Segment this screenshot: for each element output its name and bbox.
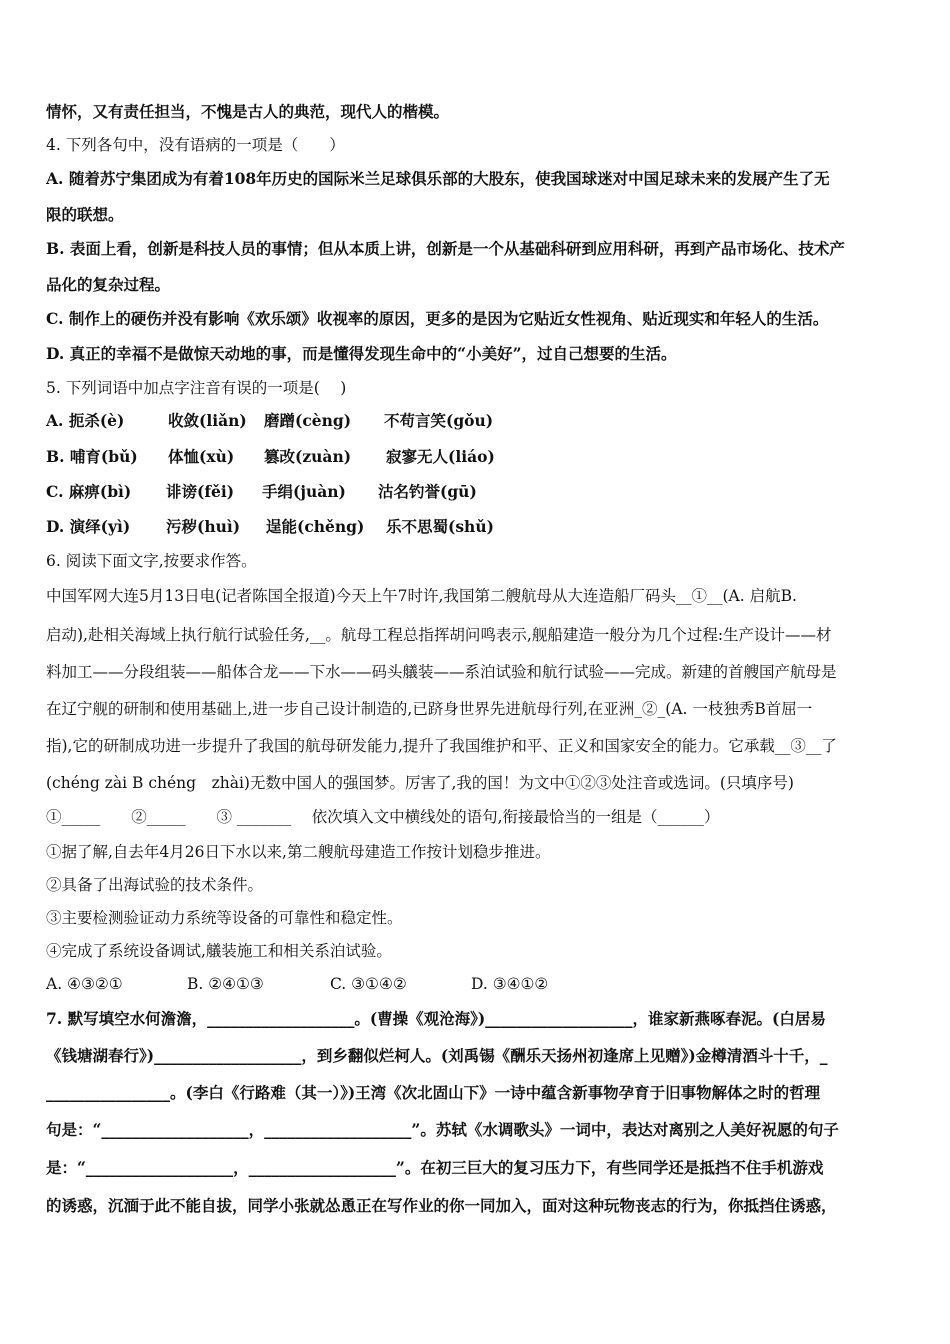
- question-5-option-c: [46, 481, 906, 503]
- question-6-choices: [46, 973, 906, 995]
- option-word: A. 扼杀(è): [46, 411, 125, 430]
- option-word: 沽名钓誉(gū): [378, 482, 477, 501]
- option-word: 诽谤(fěi): [166, 482, 235, 501]
- option-word: 逞能(chěng): [266, 517, 365, 536]
- option-word: B. 哺育(bǔ): [46, 447, 138, 466]
- question-5-option-d: [46, 516, 906, 538]
- passage-line: 启动),赴相关海域上执行航行试验任务,__。航母工程总指挥胡问鸣表示,舰船建造一般分为几个过程:生产设计——材: [46, 626, 832, 644]
- option-word: 磨蹭(cèng): [264, 411, 352, 430]
- text-line: 情怀，又有责任担当，不愧是古人的典范，现代人的楷模。: [46, 102, 450, 121]
- passage-line: 指),它的研制成功进一步提升了我国的航母研发能力,提升了我国维护和平、正义和国家安全的能力。它承载__③__了: [46, 737, 837, 755]
- option-word: 寂寥无人(liáo): [386, 447, 495, 466]
- question-5-option-b: [46, 446, 906, 468]
- option-word: 篡改(zuàn): [264, 447, 352, 466]
- question-4-option-b: B. 表面上看，创新是科技人员的事情；但从本质上讲，创新是一个从基础科研到应用科研，再到产品市场化、技术产: [46, 239, 845, 258]
- passage-line: 在辽宁舰的研制和使用基础上,进一步自己设计制造的,已跻身世界先进航母行列,在亚洲_②_(A. 一枝独秀B首屈一: [46, 700, 813, 718]
- sentence-option: ②具备了出海试验的技术条件。: [46, 876, 264, 894]
- question-5-stem: 5. 下列词语中加点字注音有误的一项是( ): [46, 379, 347, 397]
- choice: D. ③④①②: [471, 975, 549, 993]
- question-6-stem: 6. 阅读下面文字,按要求作答。: [46, 552, 257, 570]
- choice: B. ②④①③: [187, 975, 264, 993]
- passage-line: 料加工——分段组装——船体合龙——下水——码头艤装——系泊试验和航行试验——完成。新建的首艘国产航母是: [46, 663, 837, 681]
- option-word: 收敛(liǎn): [168, 411, 247, 430]
- text-line: 限的联想。: [46, 205, 124, 224]
- text-line: 品化的复杂过程。: [46, 275, 171, 294]
- option-word: 污秽(huì): [166, 517, 241, 536]
- question-4-stem: 4. 下列各句中，没有语病的一项是（ ）: [46, 136, 345, 154]
- passage-line: (chéng zài B chéng zhài)无数中国人的强国梦。厉害了,我的国！为文中①②③处注音或选词。(只填序号): [46, 774, 794, 792]
- question-4-option-d: D. 真正的幸福不是做惊天动地的事，而是懂得发现生命中的“小美好”，过自己想要的生活。: [46, 344, 677, 363]
- question-7-line: 是：“___________________，___________________”。在初三巨大的复习压力下，有些同学还是抵挡不住手机游戏: [46, 1158, 824, 1177]
- question-7-line: 句是：“___________________，___________________”。苏轼《水调歌头》一词中，表达对离别之人美好祝愿的句子: [46, 1120, 839, 1139]
- question-7-line: 《钱塘湖春行》)___________________，到乡翻似烂柯人。(刘禹锡《酬乐天扬州初逢席上见赠》)金樽清酒斗十千，_: [46, 1046, 828, 1065]
- option-word: 不苟言笑(gǒu): [384, 411, 494, 430]
- option-word: 体恤(xù): [168, 447, 235, 466]
- option-word: D. 演绎(yì): [46, 517, 131, 536]
- sentence-option: ①据了解,自去年4月26日下水以来,第二艘航母建造工作按计划稳步推进。: [46, 843, 551, 861]
- sentence-option: ④完成了系统设备调试,艤装施工和相关系泊试验。: [46, 942, 392, 960]
- question-7-line: 7. 默写填空水何澹澹，___________________。(曹操《观沧海》)___________________，谁家新燕啄春泥。(白居易: [46, 1009, 826, 1028]
- sentence-option: ③主要检测验证动力系统等设备的可靠性和稳定性。: [46, 909, 403, 927]
- choice: A. ④③②①: [46, 975, 123, 993]
- option-word: 手绢(juàn): [262, 482, 346, 501]
- question-7-line: ________________。(李白《行路难（其一）》)王湾《次北固山下》一诗中蕴含新事物孕育于旧事物解体之时的哲理: [46, 1083, 821, 1102]
- question-4-option-a: A. 随着苏宁集团成为有着108年历史的国际米兰足球俱乐部的大股东，使我国球迷对中国足球未来的发展产生了无: [46, 169, 830, 188]
- passage-line: 中国军网大连5月13日电(记者陈国全报道)今天上午7时许,我国第二艘航母从大连造船厂码头__①__(A. 启航B.: [46, 587, 797, 605]
- question-4-option-c: C. 制作上的硬伤并没有影响《欢乐颂》收视率的原因，更多的是因为它贴近女性视角、贴近现实和年轻人的生活。: [46, 309, 829, 328]
- option-word: 乐不思蜀(shǔ): [386, 517, 494, 536]
- question-7-line: 的诱惑，沉湎于此不能自拔，同学小张就怂恿正在写作业的你一同加入，面对这种玩物丧志的行为，你抵挡住诱惑，: [46, 1196, 837, 1215]
- question-5-option-a: [46, 410, 906, 432]
- option-word: C. 麻痹(bì): [46, 482, 132, 501]
- choice: C. ③①④②: [330, 975, 407, 993]
- answer-blanks-line: ①_____ ②_____ ③ _______ 依次填入文中横线处的语句,衔接最恰当的一组是（______）: [46, 808, 720, 826]
